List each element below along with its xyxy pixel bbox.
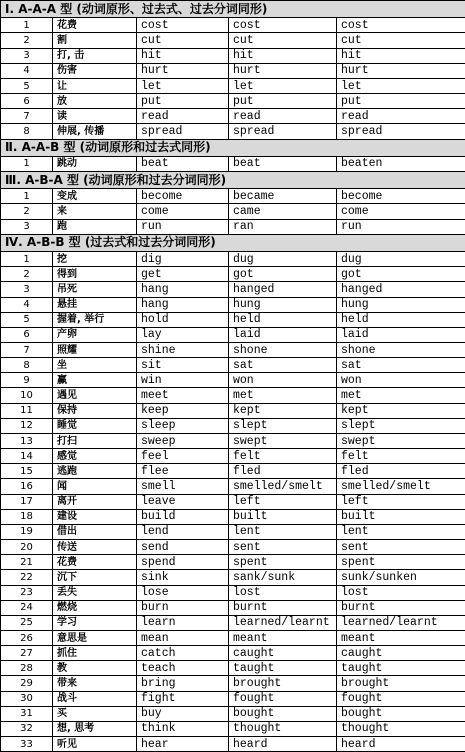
table-row (1, 509, 465, 524)
table-row (1, 94, 465, 109)
past-participle: lost (337, 585, 465, 600)
past-tense: shone (229, 343, 337, 358)
section-title: Ⅲ. A-B-A 型 (动词原形和过去分词同形) (1, 172, 465, 189)
table-row (1, 661, 465, 676)
row-number: 9 (1, 373, 53, 388)
past-participle: taught (337, 661, 465, 676)
table-row (1, 219, 465, 234)
base-form: spend (137, 555, 229, 570)
section-title: Ⅱ. A-A-B 型 (动词原形和过去式同形) (1, 139, 465, 156)
past-tense: became (229, 189, 337, 204)
chinese-meaning: 坐 (53, 358, 137, 373)
base-form: leave (137, 494, 229, 509)
row-number: 32 (1, 721, 53, 736)
table-row (1, 63, 465, 78)
past-participle: put (337, 94, 465, 109)
past-tense: fought (229, 691, 337, 706)
past-participle: burnt (337, 600, 465, 615)
past-tense: thought (229, 721, 337, 736)
past-tense: lent (229, 524, 337, 539)
past-tense: beat (229, 156, 337, 171)
chinese-meaning: 握着, 举行 (53, 312, 137, 327)
table-row (1, 676, 465, 691)
chinese-meaning: 抓住 (53, 646, 137, 661)
past-tense: cost (229, 18, 337, 33)
base-form: send (137, 540, 229, 555)
past-participle: dug (337, 252, 465, 267)
base-form: shine (137, 343, 229, 358)
past-tense: hit (229, 48, 337, 63)
base-form: sit (137, 358, 229, 373)
base-form: sink (137, 570, 229, 585)
base-form: lay (137, 327, 229, 342)
table-row (1, 555, 465, 570)
row-number: 14 (1, 449, 53, 464)
past-tense: sank/sunk (229, 570, 337, 585)
table-row (1, 33, 465, 48)
past-tense: came (229, 204, 337, 219)
row-number: 17 (1, 494, 53, 509)
table-row (1, 630, 465, 645)
table-row (1, 358, 465, 373)
row-number: 6 (1, 327, 53, 342)
section-header-row (1, 1, 465, 18)
past-tense: spread (229, 124, 337, 139)
table-row (1, 252, 465, 267)
past-tense: read (229, 109, 337, 124)
section-header-row (1, 234, 465, 251)
past-participle: laid (337, 327, 465, 342)
row-number: 19 (1, 524, 53, 539)
past-participle: heard (337, 737, 465, 752)
table-row (1, 204, 465, 219)
chinese-meaning: 教 (53, 661, 137, 676)
past-participle: hurt (337, 63, 465, 78)
row-number: 24 (1, 600, 53, 615)
base-form: buy (137, 706, 229, 721)
table-row (1, 449, 465, 464)
past-participle: met (337, 388, 465, 403)
row-number: 15 (1, 464, 53, 479)
section-title: Ⅰ. A-A-A 型 (动词原形、过去式、过去分词同形) (1, 1, 465, 18)
table-row (1, 343, 465, 358)
table-row (1, 585, 465, 600)
base-form: get (137, 267, 229, 282)
past-tense: got (229, 267, 337, 282)
chinese-meaning: 遇见 (53, 388, 137, 403)
chinese-meaning: 赢 (53, 373, 137, 388)
past-tense: hurt (229, 63, 337, 78)
past-participle: meant (337, 630, 465, 645)
section-title: Ⅳ. A-B-B 型 (过去式和过去分词同形) (1, 234, 465, 251)
chinese-meaning: 割 (53, 33, 137, 48)
past-participle: kept (337, 403, 465, 418)
base-form: build (137, 509, 229, 524)
row-number: 13 (1, 433, 53, 448)
table-row (1, 327, 465, 342)
past-tense: sent (229, 540, 337, 555)
past-tense: kept (229, 403, 337, 418)
chinese-meaning: 跳动 (53, 156, 137, 171)
base-form: bring (137, 676, 229, 691)
row-number: 4 (1, 297, 53, 312)
base-form: let (137, 78, 229, 93)
past-participle: held (337, 312, 465, 327)
base-form: hurt (137, 63, 229, 78)
past-participle: spent (337, 555, 465, 570)
past-participle: bought (337, 706, 465, 721)
table-row (1, 464, 465, 479)
chinese-meaning: 传送 (53, 540, 137, 555)
chinese-meaning: 借出 (53, 524, 137, 539)
past-tense: built (229, 509, 337, 524)
base-form: sleep (137, 418, 229, 433)
chinese-meaning: 感觉 (53, 449, 137, 464)
row-number: 1 (1, 18, 53, 33)
row-number: 11 (1, 403, 53, 418)
base-form: catch (137, 646, 229, 661)
chinese-meaning: 照耀 (53, 343, 137, 358)
row-number: 5 (1, 312, 53, 327)
row-number: 4 (1, 63, 53, 78)
chinese-meaning: 悬挂 (53, 297, 137, 312)
past-participle: sat (337, 358, 465, 373)
chinese-meaning: 买 (53, 706, 137, 721)
past-participle: come (337, 204, 465, 219)
past-participle: swept (337, 433, 465, 448)
past-participle: read (337, 109, 465, 124)
table-row (1, 189, 465, 204)
past-tense: met (229, 388, 337, 403)
past-tense: hanged (229, 282, 337, 297)
past-participle: shone (337, 343, 465, 358)
base-form: learn (137, 615, 229, 630)
past-participle: sunk/sunken (337, 570, 465, 585)
past-tense: won (229, 373, 337, 388)
row-number: 26 (1, 630, 53, 645)
chinese-meaning: 听见 (53, 737, 137, 752)
past-participle: built (337, 509, 465, 524)
chinese-meaning: 挖 (53, 252, 137, 267)
past-participle: become (337, 189, 465, 204)
row-number: 2 (1, 204, 53, 219)
past-tense: cut (229, 33, 337, 48)
row-number: 28 (1, 661, 53, 676)
past-participle: slept (337, 418, 465, 433)
base-form: become (137, 189, 229, 204)
chinese-meaning: 学习 (53, 615, 137, 630)
table-row (1, 706, 465, 721)
row-number: 21 (1, 555, 53, 570)
chinese-meaning: 打, 击 (53, 48, 137, 63)
past-participle: fled (337, 464, 465, 479)
chinese-meaning: 变成 (53, 189, 137, 204)
base-form: keep (137, 403, 229, 418)
table-row (1, 691, 465, 706)
table-row (1, 312, 465, 327)
past-tense: heard (229, 737, 337, 752)
row-number: 2 (1, 267, 53, 282)
row-number: 1 (1, 156, 53, 171)
past-tense: swept (229, 433, 337, 448)
past-tense: brought (229, 676, 337, 691)
base-form: put (137, 94, 229, 109)
row-number: 18 (1, 509, 53, 524)
table-row (1, 124, 465, 139)
past-participle: felt (337, 449, 465, 464)
past-participle: sent (337, 540, 465, 555)
table-row (1, 494, 465, 509)
table-row (1, 433, 465, 448)
chinese-meaning: 来 (53, 204, 137, 219)
table-row (1, 282, 465, 297)
table-row (1, 403, 465, 418)
past-participle: caught (337, 646, 465, 661)
chinese-meaning: 逃跑 (53, 464, 137, 479)
past-tense: felt (229, 449, 337, 464)
row-number: 3 (1, 48, 53, 63)
row-number: 6 (1, 94, 53, 109)
table-row (1, 297, 465, 312)
past-participle: thought (337, 721, 465, 736)
chinese-meaning: 保持 (53, 403, 137, 418)
past-participle: hit (337, 48, 465, 63)
base-form: cost (137, 18, 229, 33)
base-form: burn (137, 600, 229, 615)
past-tense: put (229, 94, 337, 109)
row-number: 20 (1, 540, 53, 555)
past-participle: brought (337, 676, 465, 691)
table-row (1, 267, 465, 282)
base-form: read (137, 109, 229, 124)
past-participle: hung (337, 297, 465, 312)
past-tense: dug (229, 252, 337, 267)
row-number: 2 (1, 33, 53, 48)
table-row (1, 388, 465, 403)
table-row (1, 78, 465, 93)
chinese-meaning: 跑 (53, 219, 137, 234)
base-form: hang (137, 282, 229, 297)
base-form: cut (137, 33, 229, 48)
table-row (1, 418, 465, 433)
base-form: run (137, 219, 229, 234)
row-number: 1 (1, 252, 53, 267)
base-form: dig (137, 252, 229, 267)
table-row (1, 373, 465, 388)
past-tense: sat (229, 358, 337, 373)
chinese-meaning: 放 (53, 94, 137, 109)
base-form: meet (137, 388, 229, 403)
row-number: 8 (1, 124, 53, 139)
chinese-meaning: 离开 (53, 494, 137, 509)
past-participle: hanged (337, 282, 465, 297)
section-header-row (1, 139, 465, 156)
past-participle: fought (337, 691, 465, 706)
past-tense: hung (229, 297, 337, 312)
past-participle: let (337, 78, 465, 93)
past-tense: laid (229, 327, 337, 342)
row-number: 5 (1, 78, 53, 93)
row-number: 30 (1, 691, 53, 706)
past-tense: left (229, 494, 337, 509)
past-participle: beaten (337, 156, 465, 171)
table-row (1, 479, 465, 494)
table-row (1, 721, 465, 736)
chinese-meaning: 产卵 (53, 327, 137, 342)
past-participle: learned/learnt (337, 615, 465, 630)
row-number: 3 (1, 282, 53, 297)
base-form: spread (137, 124, 229, 139)
chinese-meaning: 燃烧 (53, 600, 137, 615)
row-number: 8 (1, 358, 53, 373)
chinese-meaning: 想, 思考 (53, 721, 137, 736)
chinese-meaning: 花费 (53, 555, 137, 570)
base-form: feel (137, 449, 229, 464)
past-tense: slept (229, 418, 337, 433)
base-form: smell (137, 479, 229, 494)
base-form: hang (137, 297, 229, 312)
chinese-meaning: 带来 (53, 676, 137, 691)
row-number: 31 (1, 706, 53, 721)
past-tense: burnt (229, 600, 337, 615)
base-form: think (137, 721, 229, 736)
row-number: 22 (1, 570, 53, 585)
table-row (1, 737, 465, 752)
past-tense: taught (229, 661, 337, 676)
past-tense: meant (229, 630, 337, 645)
past-participle: left (337, 494, 465, 509)
chinese-meaning: 睡觉 (53, 418, 137, 433)
row-number: 7 (1, 343, 53, 358)
table-row (1, 18, 465, 33)
past-tense: held (229, 312, 337, 327)
chinese-meaning: 打扫 (53, 433, 137, 448)
base-form: teach (137, 661, 229, 676)
past-participle: cost (337, 18, 465, 33)
table-body (1, 1, 465, 752)
chinese-meaning: 得到 (53, 267, 137, 282)
past-participle: lent (337, 524, 465, 539)
chinese-meaning: 花费 (53, 18, 137, 33)
past-tense: spent (229, 555, 337, 570)
table-row (1, 156, 465, 171)
base-form: come (137, 204, 229, 219)
past-participle: spread (337, 124, 465, 139)
chinese-meaning: 伤害 (53, 63, 137, 78)
chinese-meaning: 闻 (53, 479, 137, 494)
base-form: sweep (137, 433, 229, 448)
base-form: hear (137, 737, 229, 752)
row-number: 16 (1, 479, 53, 494)
base-form: flee (137, 464, 229, 479)
past-tense: bought (229, 706, 337, 721)
table-row (1, 615, 465, 630)
table-row (1, 524, 465, 539)
chinese-meaning: 建设 (53, 509, 137, 524)
table-row (1, 646, 465, 661)
table-row (1, 570, 465, 585)
past-participle: smelled/smelt (337, 479, 465, 494)
past-tense: smelled/smelt (229, 479, 337, 494)
table-row (1, 540, 465, 555)
row-number: 25 (1, 615, 53, 630)
row-number: 1 (1, 189, 53, 204)
row-number: 29 (1, 676, 53, 691)
row-number: 12 (1, 418, 53, 433)
past-tense: fled (229, 464, 337, 479)
chinese-meaning: 意思是 (53, 630, 137, 645)
past-participle: run (337, 219, 465, 234)
row-number: 27 (1, 646, 53, 661)
row-number: 33 (1, 737, 53, 752)
past-tense: caught (229, 646, 337, 661)
past-tense: learned/learnt (229, 615, 337, 630)
base-form: hit (137, 48, 229, 63)
past-participle: cut (337, 33, 465, 48)
chinese-meaning: 沉下 (53, 570, 137, 585)
chinese-meaning: 丢失 (53, 585, 137, 600)
chinese-meaning: 战斗 (53, 691, 137, 706)
past-participle: got (337, 267, 465, 282)
row-number: 3 (1, 219, 53, 234)
base-form: lend (137, 524, 229, 539)
base-form: mean (137, 630, 229, 645)
past-tense: ran (229, 219, 337, 234)
past-participle: won (337, 373, 465, 388)
section-header-row (1, 172, 465, 189)
row-number: 10 (1, 388, 53, 403)
chinese-meaning: 伸展, 传播 (53, 124, 137, 139)
base-form: beat (137, 156, 229, 171)
table-row (1, 109, 465, 124)
base-form: fight (137, 691, 229, 706)
past-tense: lost (229, 585, 337, 600)
base-form: lose (137, 585, 229, 600)
base-form: win (137, 373, 229, 388)
row-number: 7 (1, 109, 53, 124)
chinese-meaning: 让 (53, 78, 137, 93)
chinese-meaning: 读 (53, 109, 137, 124)
table-row (1, 48, 465, 63)
table-row (1, 600, 465, 615)
chinese-meaning: 吊死 (53, 282, 137, 297)
past-tense: let (229, 78, 337, 93)
row-number: 23 (1, 585, 53, 600)
base-form: hold (137, 312, 229, 327)
